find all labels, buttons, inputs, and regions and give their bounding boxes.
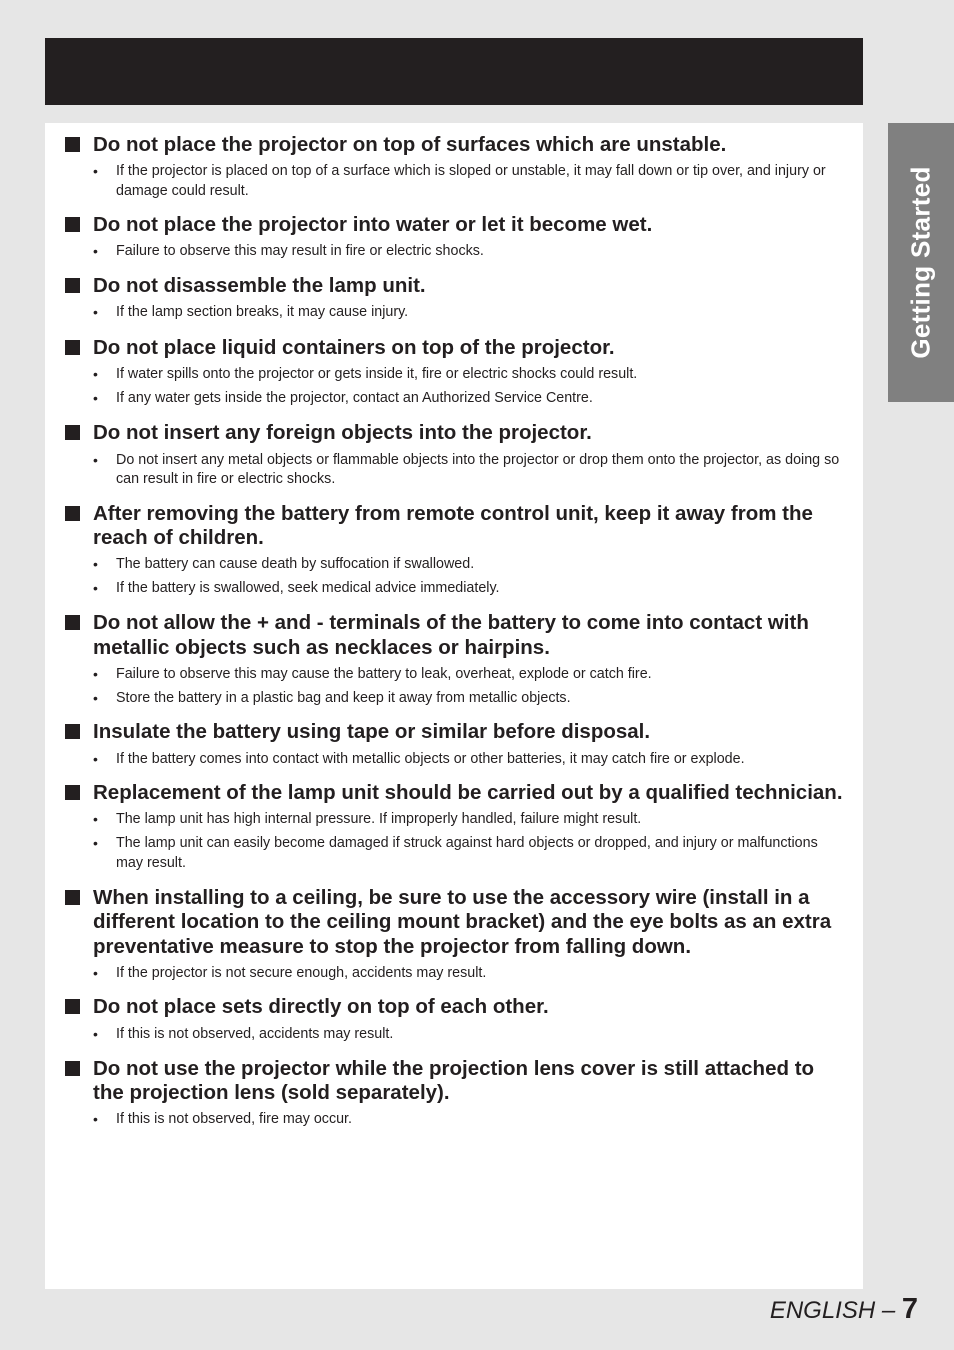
bullet-dot-icon: • <box>93 163 98 180</box>
footer-language: ENGLISH – <box>769 1297 902 1324</box>
section-heading <box>65 720 843 744</box>
square-bullet-icon <box>65 278 80 293</box>
bullet-dot-icon: • <box>93 243 98 260</box>
section-heading-text: Do not insert any foreign objects into the projector. <box>93 421 592 445</box>
bullet-item <box>65 579 843 599</box>
safety-section <box>65 886 843 983</box>
bullet-text: The lamp unit can easily become damaged if struck against hard objects or dropped, and injury or malfunctions may result. <box>116 835 818 871</box>
bullet-item <box>65 389 843 409</box>
page-content <box>45 123 863 1289</box>
section-heading <box>65 1057 843 1105</box>
section-heading-text: Do not place the projector on top of surfaces which are unstable. <box>93 133 727 156</box>
section-heading <box>65 336 843 360</box>
bullet-item <box>65 555 843 575</box>
section-heading <box>65 611 843 659</box>
bullet-item <box>65 834 843 873</box>
bullet-dot-icon: • <box>93 665 98 682</box>
bullet-text: Failure to observe this may cause the battery to leak, overheat, explode or catch fire. <box>116 665 652 682</box>
bullet-item <box>65 365 843 385</box>
section-heading-text: Replacement of the lamp unit should be carried out by a qualified technician. <box>93 781 843 805</box>
section-heading <box>65 886 843 959</box>
bullet-dot-icon: • <box>93 964 98 981</box>
square-bullet-icon <box>65 999 80 1014</box>
section-heading-text: Do not place sets directly on top of each other. <box>93 995 549 1019</box>
bullet-list <box>65 1110 843 1130</box>
square-bullet-icon <box>65 137 80 152</box>
safety-section <box>65 133 843 201</box>
section-heading <box>65 421 843 445</box>
safety-section <box>65 720 843 769</box>
section-heading-text: Do not place liquid containers on top of the projector. <box>93 335 615 359</box>
square-bullet-icon <box>65 615 80 630</box>
square-bullet-icon <box>65 425 80 440</box>
bullet-text: If the projector is placed on top of a surface which is sloped or unstable, it may fall down or tip over, and injury or damage could result. <box>116 163 826 199</box>
bullet-dot-icon: • <box>93 304 98 321</box>
bullet-text: If the projector is not secure enough, accidents may result. <box>116 964 487 981</box>
bullet-list <box>65 162 843 201</box>
bullet-text: If water spills onto the projector or gets inside it, fire or electric shocks could result. <box>116 365 638 382</box>
safety-section <box>65 336 843 409</box>
bullet-list <box>65 365 843 409</box>
bullet-list <box>65 451 843 490</box>
section-heading-text: Do not allow the + and - terminals of the battery to come into contact with metallic objects such as necklaces or hairpins. <box>93 611 809 659</box>
square-bullet-icon <box>65 506 80 521</box>
bullet-item <box>65 810 843 830</box>
section-heading <box>65 502 843 550</box>
bullet-dot-icon: • <box>93 750 98 767</box>
bullet-item <box>65 964 843 984</box>
section-heading <box>65 274 843 298</box>
section-heading-text: After removing the battery from remote control unit, keep it away from the reach of children. <box>93 501 813 549</box>
bullet-list <box>65 665 843 709</box>
square-bullet-icon <box>65 217 80 232</box>
bullet-text: If the battery is swallowed, seek medical advice immediately. <box>116 579 500 596</box>
safety-section <box>65 502 843 599</box>
safety-section <box>65 274 843 323</box>
safety-section <box>65 1057 843 1130</box>
bullet-dot-icon: • <box>93 689 98 706</box>
section-heading <box>65 213 843 237</box>
bullet-text: If the battery comes into contact with metallic objects or other batteries, it may catch fire or explode. <box>116 750 745 767</box>
bullet-dot-icon: • <box>93 579 98 596</box>
section-heading-text: Insulate the battery using tape or similar before disposal. <box>93 720 651 744</box>
bullet-dot-icon: • <box>93 451 98 468</box>
bullet-text: If any water gets inside the projector, contact an Authorized Service Centre. <box>116 389 593 406</box>
bullet-dot-icon: • <box>93 835 98 852</box>
bullet-dot-icon: • <box>93 1025 98 1042</box>
bullet-list <box>65 964 843 984</box>
section-heading-text: Do not place the projector into water or let it become wet. <box>93 213 653 237</box>
bullet-text: Store the battery in a plastic bag and keep it away from metallic objects. <box>116 689 571 706</box>
square-bullet-icon <box>65 890 80 905</box>
square-bullet-icon <box>65 340 80 355</box>
bullet-list <box>65 555 843 599</box>
square-bullet-icon <box>65 1061 80 1076</box>
header-bar <box>45 38 863 105</box>
page-number: 7 <box>901 1293 918 1325</box>
safety-section <box>65 213 843 262</box>
bullet-list <box>65 303 843 323</box>
safety-section <box>65 421 843 489</box>
bullet-list <box>65 242 843 262</box>
bullet-list <box>65 750 843 770</box>
bullet-dot-icon: • <box>93 811 98 828</box>
bullet-text: If this is not observed, accidents may result. <box>116 1025 394 1042</box>
safety-section <box>65 781 843 873</box>
bullet-text: The battery can cause death by suffocation if swallowed. <box>116 555 475 572</box>
side-tab-label: Getting Started <box>905 166 936 359</box>
bullet-item <box>65 303 843 323</box>
bullet-item <box>65 1110 843 1130</box>
bullet-text: If this is not observed, fire may occur. <box>116 1111 352 1128</box>
side-tab <box>888 123 954 402</box>
bullet-dot-icon: • <box>93 365 98 382</box>
bullet-item <box>65 162 843 201</box>
section-heading-text: When installing to a ceiling, be sure to use the accessory wire (install in a different location to the ceiling mount bracket) and the eye bolts as an extra preventative measure to stop the projector from falling down. <box>93 886 832 958</box>
bullet-text: Do not insert any metal objects or flammable objects into the projector or drop them onto the projector, as doing so can result in fire or electric shocks. <box>116 451 840 488</box>
section-heading <box>65 995 843 1019</box>
section-heading <box>65 781 843 805</box>
bullet-text: Failure to observe this may result in fire or electric shocks. <box>116 243 484 260</box>
section-heading <box>65 133 843 157</box>
bullet-item <box>65 689 843 709</box>
section-heading-text: Do not disassemble the lamp unit. <box>93 273 426 297</box>
bullet-item <box>65 242 843 262</box>
bullet-list <box>65 1025 843 1045</box>
bullet-text: If the lamp section breaks, it may cause injury. <box>116 304 409 321</box>
bullet-dot-icon: • <box>93 555 98 572</box>
safety-section <box>65 611 843 708</box>
page-footer <box>770 1293 918 1326</box>
bullet-item <box>65 1025 843 1045</box>
section-heading-text: Do not use the projector while the projection lens cover is still attached to the projection lens (sold separately). <box>93 1057 815 1105</box>
bullet-item <box>65 750 843 770</box>
bullet-text: The lamp unit has high internal pressure. If improperly handled, failure might result. <box>116 811 642 828</box>
bullet-item <box>65 665 843 685</box>
bullet-list <box>65 810 843 873</box>
bullet-dot-icon: • <box>93 389 98 406</box>
bullet-dot-icon: • <box>93 1111 98 1128</box>
square-bullet-icon <box>65 785 80 800</box>
bullet-item <box>65 451 843 490</box>
safety-section <box>65 995 843 1044</box>
square-bullet-icon <box>65 724 80 739</box>
